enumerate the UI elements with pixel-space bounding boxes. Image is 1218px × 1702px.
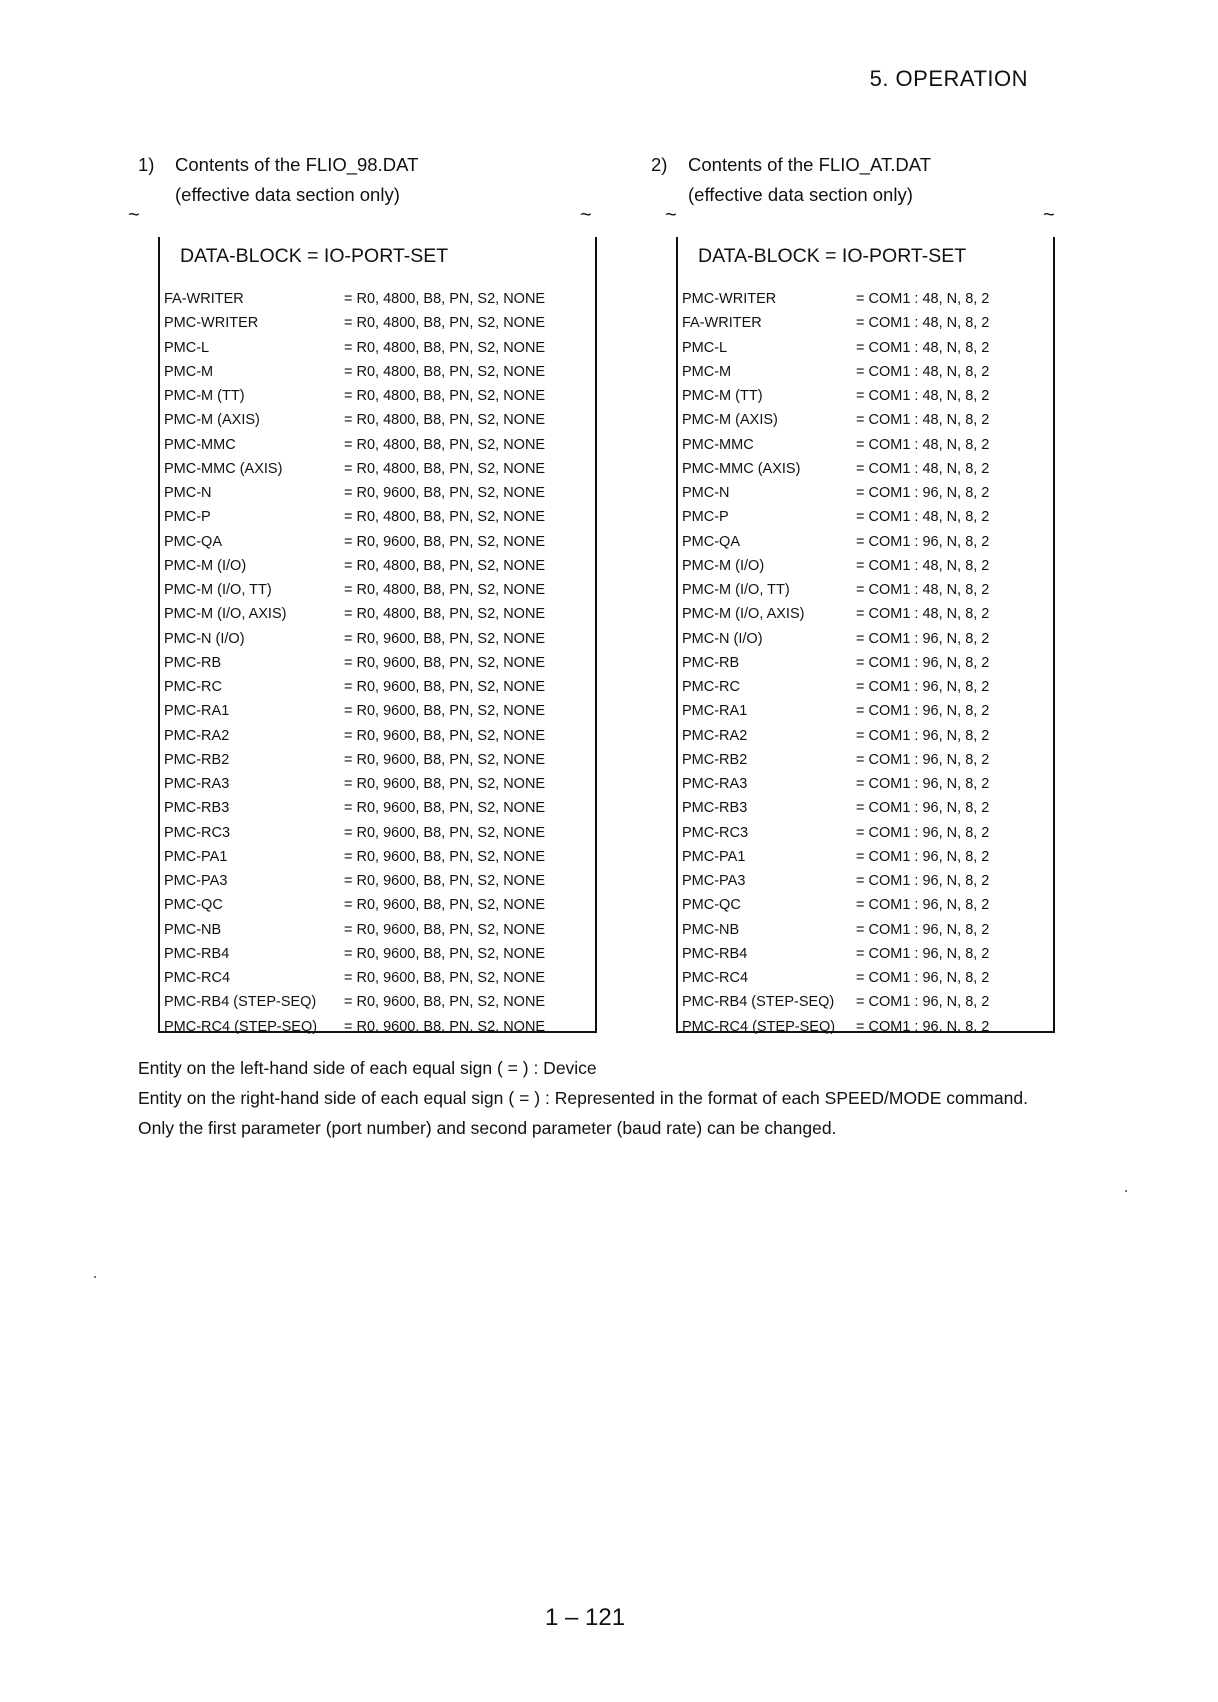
table-row (160, 966, 595, 990)
port-setting: = R0, 9600, B8, PN, S2, NONE (344, 921, 546, 938)
port-setting: = COM1 : 96, N, 8, 2 (856, 485, 990, 502)
device-name: PMC-N (682, 485, 730, 502)
port-setting: = COM1 : 48, N, 8, 2 (856, 606, 990, 623)
port-setting: = COM1 : 48, N, 8, 2 (856, 291, 990, 308)
device-name: PMC-RC4 (164, 970, 231, 987)
port-setting: = R0, 9600, B8, PN, S2, NONE (344, 873, 546, 890)
port-setting: = COM1 : 48, N, 8, 2 (856, 509, 990, 526)
port-setting: = COM1 : 96, N, 8, 2 (856, 873, 990, 890)
table-row (678, 457, 1053, 481)
device-name: PMC-RC (682, 679, 740, 696)
port-setting: = R0, 9600, B8, PN, S2, NONE (344, 679, 546, 696)
port-setting: = COM1 : 96, N, 8, 2 (856, 800, 990, 817)
port-setting: = R0, 9600, B8, PN, S2, NONE (344, 848, 546, 865)
port-setting: = COM1 : 96, N, 8, 2 (856, 679, 990, 696)
table-row (678, 481, 1053, 505)
device-name: PMC-RC4 (682, 970, 749, 987)
port-setting: = COM1 : 96, N, 8, 2 (856, 848, 990, 865)
table-row (678, 675, 1053, 699)
table-row (678, 918, 1053, 942)
table-row (160, 360, 595, 384)
table-row (678, 1015, 1053, 1039)
tilde-mark: ~ (665, 204, 677, 226)
port-setting: = COM1 : 96, N, 8, 2 (856, 727, 990, 744)
port-setting: = R0, 9600, B8, PN, S2, NONE (344, 970, 546, 987)
port-setting: = COM1 : 96, N, 8, 2 (856, 751, 990, 768)
table-row (160, 384, 595, 408)
flio98-block-title: DATA-BLOCK = IO-PORT-SET (180, 245, 449, 267)
port-setting: = COM1 : 96, N, 8, 2 (856, 533, 990, 550)
table-row (160, 1015, 595, 1039)
port-setting: = COM1 : 48, N, 8, 2 (856, 315, 990, 332)
device-name: PMC-P (164, 509, 211, 526)
device-name: PMC-PA1 (682, 848, 746, 865)
table-row (160, 724, 595, 748)
device-name: PMC-PA1 (164, 848, 228, 865)
device-name: PMC-MMC (AXIS) (164, 460, 283, 477)
port-setting: = R0, 9600, B8, PN, S2, NONE (344, 824, 546, 841)
table-row (678, 408, 1053, 432)
table-row (160, 942, 595, 966)
device-name: PMC-M (TT) (682, 388, 763, 405)
device-name: PMC-N (I/O) (164, 630, 245, 647)
table-row (678, 651, 1053, 675)
device-name: PMC-M (I/O) (164, 557, 247, 574)
device-name: PMC-RB3 (164, 800, 230, 817)
table-row (160, 772, 595, 796)
flio98-rows (160, 279, 595, 1039)
port-setting: = R0, 9600, B8, PN, S2, NONE (344, 533, 546, 550)
table-row (160, 602, 595, 626)
port-setting: = R0, 9600, B8, PN, S2, NONE (344, 800, 546, 817)
table-row (160, 530, 595, 554)
table-row (678, 869, 1053, 893)
device-name: PMC-M (682, 363, 732, 380)
device-name: PMC-M (I/O, AXIS) (164, 606, 287, 623)
table-row (678, 724, 1053, 748)
device-name: PMC-QC (682, 897, 741, 914)
device-name: PMC-RB2 (682, 751, 748, 768)
device-name: PMC-L (682, 339, 728, 356)
table-row (678, 578, 1053, 602)
device-name: PMC-RB4 (STEP-SEQ) (164, 994, 317, 1011)
table-row (160, 287, 595, 311)
table-row (678, 796, 1053, 820)
port-setting: = COM1 : 48, N, 8, 2 (856, 460, 990, 477)
table-row (160, 821, 595, 845)
port-setting: = R0, 4800, B8, PN, S2, NONE (344, 339, 546, 356)
tilde-mark: ~ (128, 204, 140, 226)
port-setting: = R0, 9600, B8, PN, S2, NONE (344, 945, 546, 962)
table-row (678, 845, 1053, 869)
table-row (160, 675, 595, 699)
device-name: PMC-RB (682, 654, 740, 671)
table-row (160, 457, 595, 481)
scan-speck (94, 1276, 96, 1278)
device-name: PMC-RB3 (682, 800, 748, 817)
device-name: PMC-RC4 (STEP-SEQ) (682, 1018, 836, 1035)
table-row (160, 796, 595, 820)
device-name: PMC-N (I/O) (682, 630, 763, 647)
device-name: PMC-RB4 (682, 945, 748, 962)
table-row (678, 990, 1053, 1014)
table-row (160, 408, 595, 432)
device-name: PMC-RB2 (164, 751, 230, 768)
port-setting: = R0, 9600, B8, PN, S2, NONE (344, 703, 546, 720)
table-row (678, 384, 1053, 408)
table-row (678, 893, 1053, 917)
table-row (678, 554, 1053, 578)
table-row (160, 578, 595, 602)
port-setting: = COM1 : 48, N, 8, 2 (856, 557, 990, 574)
device-name: PMC-MMC (164, 436, 236, 453)
port-setting: = COM1 : 48, N, 8, 2 (856, 436, 990, 453)
device-name: PMC-QC (164, 897, 223, 914)
scan-speck (1125, 1190, 1127, 1192)
table-row (678, 821, 1053, 845)
port-setting: = R0, 4800, B8, PN, S2, NONE (344, 291, 546, 308)
device-name: PMC-M (164, 363, 214, 380)
port-setting: = COM1 : 96, N, 8, 2 (856, 897, 990, 914)
device-name: PMC-MMC (AXIS) (682, 460, 801, 477)
table-row (160, 336, 595, 360)
port-setting: = COM1 : 96, N, 8, 2 (856, 1018, 990, 1035)
left-caption (128, 150, 598, 226)
port-setting: = R0, 4800, B8, PN, S2, NONE (344, 557, 546, 574)
port-setting: = COM1 : 48, N, 8, 2 (856, 363, 990, 380)
device-name: PMC-M (I/O, TT) (682, 582, 790, 599)
port-setting: = R0, 9600, B8, PN, S2, NONE (344, 776, 546, 793)
table-row (160, 869, 595, 893)
device-name: PMC-RC3 (682, 824, 749, 841)
device-name: PMC-M (AXIS) (682, 412, 778, 429)
flioat-data-block (676, 237, 1055, 1033)
port-setting: = R0, 9600, B8, PN, S2, NONE (344, 485, 546, 502)
table-row (160, 748, 595, 772)
port-setting: = COM1 : 96, N, 8, 2 (856, 945, 990, 962)
table-row (678, 627, 1053, 651)
table-row (160, 627, 595, 651)
port-setting: = COM1 : 96, N, 8, 2 (856, 776, 990, 793)
table-row (678, 602, 1053, 626)
port-setting: = R0, 4800, B8, PN, S2, NONE (344, 509, 546, 526)
table-row (160, 845, 595, 869)
port-setting: = COM1 : 48, N, 8, 2 (856, 582, 990, 599)
port-setting: = COM1 : 96, N, 8, 2 (856, 630, 990, 647)
table-row (678, 287, 1053, 311)
port-setting: = R0, 9600, B8, PN, S2, NONE (344, 654, 546, 671)
flio98-data-block (158, 237, 597, 1033)
right-caption (651, 150, 1059, 226)
port-setting: = COM1 : 48, N, 8, 2 (856, 412, 990, 429)
left-caption-number: 1) (138, 154, 155, 175)
table-row (160, 481, 595, 505)
device-name: PMC-M (I/O, TT) (164, 582, 272, 599)
table-row (678, 699, 1053, 723)
table-row (678, 772, 1053, 796)
left-caption-title: Contents of the FLIO_98.DAT (175, 154, 419, 175)
port-setting: = COM1 : 96, N, 8, 2 (856, 654, 990, 671)
table-row (160, 433, 595, 457)
port-setting: = COM1 : 96, N, 8, 2 (856, 994, 990, 1011)
device-name: PMC-WRITER (682, 291, 777, 308)
device-name: PMC-PA3 (682, 873, 746, 890)
device-name: PMC-RA3 (682, 776, 748, 793)
device-name: PMC-NB (682, 921, 740, 938)
table-row (678, 505, 1053, 529)
device-name: PMC-P (682, 509, 729, 526)
device-name: PMC-MMC (682, 436, 754, 453)
port-setting: = R0, 9600, B8, PN, S2, NONE (344, 751, 546, 768)
port-setting: = R0, 9600, B8, PN, S2, NONE (344, 1018, 546, 1035)
device-name: PMC-WRITER (164, 315, 259, 332)
table-row (678, 966, 1053, 990)
section-header: 5. OPERATION (869, 66, 1028, 91)
port-setting: = COM1 : 96, N, 8, 2 (856, 970, 990, 987)
device-name: PMC-RC4 (STEP-SEQ) (164, 1018, 318, 1035)
table-row (678, 311, 1053, 335)
table-row (678, 530, 1053, 554)
port-setting: = R0, 4800, B8, PN, S2, NONE (344, 388, 546, 405)
left-caption-subtitle: (effective data section only) (175, 184, 400, 205)
table-row (678, 942, 1053, 966)
port-setting: = COM1 : 96, N, 8, 2 (856, 824, 990, 841)
device-name: PMC-RB (164, 654, 222, 671)
port-setting: = R0, 9600, B8, PN, S2, NONE (344, 897, 546, 914)
device-name: PMC-RB4 (STEP-SEQ) (682, 994, 835, 1011)
device-name: PMC-M (TT) (164, 388, 245, 405)
table-row (160, 918, 595, 942)
port-setting: = R0, 4800, B8, PN, S2, NONE (344, 363, 546, 380)
flioat-rows (678, 279, 1053, 1039)
table-row (160, 990, 595, 1014)
device-name: FA-WRITER (164, 291, 244, 308)
right-caption-title: Contents of the FLIO_AT.DAT (688, 154, 932, 175)
device-name: PMC-M (I/O, AXIS) (682, 606, 805, 623)
port-setting: = COM1 : 96, N, 8, 2 (856, 921, 990, 938)
port-setting: = R0, 4800, B8, PN, S2, NONE (344, 606, 546, 623)
device-name: PMC-N (164, 485, 212, 502)
device-name: PMC-RA1 (164, 703, 230, 720)
device-name: PMC-RC (164, 679, 222, 696)
device-name: PMC-M (I/O) (682, 557, 765, 574)
device-name: PMC-RC3 (164, 824, 231, 841)
right-caption-subtitle: (effective data section only) (688, 184, 913, 205)
port-setting: = R0, 4800, B8, PN, S2, NONE (344, 315, 546, 332)
port-setting: = COM1 : 96, N, 8, 2 (856, 703, 990, 720)
port-setting: = R0, 9600, B8, PN, S2, NONE (344, 994, 546, 1011)
table-row (678, 748, 1053, 772)
table-row (160, 651, 595, 675)
table-row (678, 336, 1053, 360)
device-name: PMC-RB4 (164, 945, 230, 962)
port-setting: = R0, 4800, B8, PN, S2, NONE (344, 436, 546, 453)
device-name: PMC-RA2 (164, 727, 230, 744)
port-setting: = COM1 : 48, N, 8, 2 (856, 339, 990, 356)
device-name: PMC-M (AXIS) (164, 412, 260, 429)
page-number: 1 – 121 (545, 1604, 626, 1631)
device-name: PMC-PA3 (164, 873, 228, 890)
table-row (678, 433, 1053, 457)
right-caption-number: 2) (651, 154, 668, 175)
table-row (160, 505, 595, 529)
tilde-mark: ~ (1043, 204, 1055, 226)
note-device: Entity on the left-hand side of each equal sign ( = ) : Device (138, 1058, 597, 1078)
device-name: PMC-RA1 (682, 703, 748, 720)
device-name: PMC-RA2 (682, 727, 748, 744)
device-name: PMC-QA (682, 533, 740, 550)
table-row (678, 360, 1053, 384)
port-setting: = R0, 4800, B8, PN, S2, NONE (344, 412, 546, 429)
table-row (160, 699, 595, 723)
device-name: PMC-RA3 (164, 776, 230, 793)
tilde-mark: ~ (580, 204, 592, 226)
table-row (160, 554, 595, 578)
device-name: FA-WRITER (682, 315, 762, 332)
flioat-block-title: DATA-BLOCK = IO-PORT-SET (698, 245, 967, 267)
note-format: Entity on the right-hand side of each equal sign ( = ) : Represented in the format of each SPEED/MODE command. Only the first parameter (port number) and second parameter (baud rate) can be changed. (138, 1088, 1028, 1138)
device-name: PMC-QA (164, 533, 222, 550)
port-setting: = R0, 9600, B8, PN, S2, NONE (344, 727, 546, 744)
table-row (160, 311, 595, 335)
device-name: PMC-L (164, 339, 210, 356)
device-name: PMC-NB (164, 921, 222, 938)
port-setting: = R0, 9600, B8, PN, S2, NONE (344, 630, 546, 647)
port-setting: = R0, 4800, B8, PN, S2, NONE (344, 582, 546, 599)
table-row (160, 893, 595, 917)
port-setting: = COM1 : 48, N, 8, 2 (856, 388, 990, 405)
port-setting: = R0, 4800, B8, PN, S2, NONE (344, 460, 546, 477)
